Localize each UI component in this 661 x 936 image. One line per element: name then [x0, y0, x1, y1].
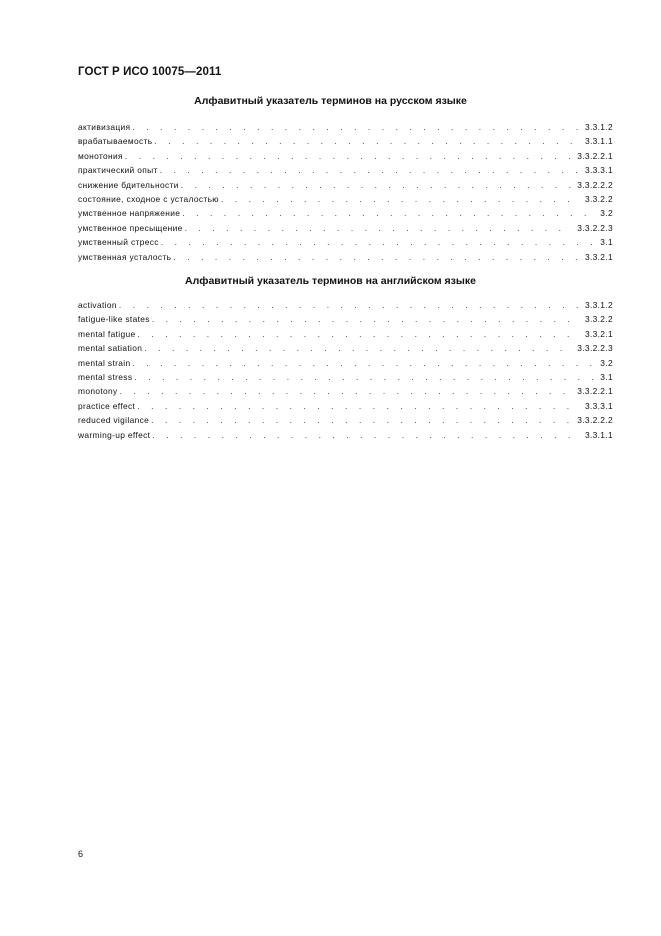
dot-leader [134, 370, 596, 384]
index-term: состояние, сходное с усталостью [78, 193, 219, 204]
index-term: warming-up effect [78, 429, 151, 440]
dot-leader [173, 250, 581, 264]
index-ref: 3.3.2.2.1 [577, 150, 613, 161]
index-term: mental satiation [78, 343, 143, 354]
dot-leader [182, 206, 596, 220]
dot-leader [185, 221, 574, 235]
russian-index-entry [78, 206, 613, 220]
dot-leader [154, 134, 581, 148]
index-term: умственное пресыщение [78, 222, 183, 233]
index-term: mental strain [78, 357, 131, 368]
index-ref: 3.3.1.1 [584, 429, 613, 440]
english-index-entry [78, 312, 613, 326]
index-term: монотония [78, 150, 123, 161]
index-ref: 3.1 [600, 371, 613, 382]
english-index-entry [78, 384, 613, 398]
russian-index-entry [78, 192, 613, 206]
dot-leader [120, 384, 574, 398]
index-term: monotony [78, 386, 118, 397]
index-term: fatigue-like states [78, 314, 150, 325]
dot-leader [161, 235, 596, 249]
english-index-entry [78, 428, 613, 442]
dot-leader [133, 356, 597, 370]
index-ref: 3.3.2.2.2 [577, 415, 613, 426]
index-ref: 3.3.3.1 [584, 165, 613, 176]
index-ref: 3.2 [600, 208, 613, 219]
russian-index-entry [78, 250, 613, 264]
index-ref: 3.3.2.2.3 [577, 343, 613, 354]
index-term: врабатываемость [78, 136, 153, 147]
dot-leader [119, 298, 581, 312]
index-term: mental fatigue [78, 328, 136, 339]
english-index-list [78, 298, 613, 442]
index-ref: 3.3.1.1 [584, 136, 613, 147]
index-ref: 3.3.1.2 [584, 122, 613, 132]
index-ref: 3.3.2.2.1 [577, 386, 613, 397]
index-term: активизация [78, 122, 131, 132]
index-term: practice effect [78, 400, 136, 411]
english-index-title: Алфавитный указатель терминов на английском языке [185, 275, 476, 287]
english-index-entry [78, 399, 613, 413]
index-ref: 3.3.3.1 [584, 400, 613, 411]
index-ref: 3.3.2.1 [584, 328, 613, 339]
dot-leader [152, 312, 581, 326]
english-index-entry [78, 327, 613, 341]
index-term: снижение бдительности [78, 179, 179, 190]
document-header: ГОСТ Р ИСО 10075—2011 [78, 66, 222, 78]
english-index-entry [78, 298, 613, 312]
index-ref: 3.3.2.2 [584, 314, 613, 325]
index-term: практический опыт [78, 165, 158, 176]
russian-index-entry [78, 120, 613, 134]
english-index-entry [78, 356, 613, 370]
index-term: умственный стресс [78, 237, 159, 248]
dot-leader [138, 327, 581, 341]
index-term: activation [78, 300, 117, 310]
dot-leader [151, 413, 573, 427]
index-term: mental stress [78, 371, 133, 382]
index-term: reduced vigilance [78, 415, 150, 426]
dot-leader [152, 428, 581, 442]
index-ref: 3.3.1.2 [584, 300, 613, 310]
dot-leader [181, 178, 574, 192]
english-index-entry [78, 413, 613, 427]
russian-index-entry [78, 163, 613, 177]
english-index-entry [78, 370, 613, 384]
russian-index-entry [78, 134, 613, 148]
dot-leader [137, 399, 581, 413]
index-ref: 3.3.2.2 [584, 193, 613, 204]
russian-index-entry [78, 149, 613, 163]
dot-leader [160, 163, 581, 177]
russian-index-title: Алфавитный указатель терминов на русском языке [194, 95, 467, 107]
page-number: 6 [78, 849, 84, 859]
russian-index-entry [78, 235, 613, 249]
index-ref: 3.3.2.2.2 [577, 179, 613, 190]
russian-index-list [78, 120, 613, 264]
dot-leader [125, 149, 573, 163]
dot-leader [132, 120, 581, 134]
index-ref: 3.2 [600, 357, 613, 368]
russian-index-entry [78, 178, 613, 192]
index-term: умственное напряжение [78, 208, 181, 219]
index-ref: 3.1 [600, 237, 613, 248]
dot-leader [144, 341, 573, 355]
english-index-entry [78, 341, 613, 355]
dot-leader [221, 192, 581, 206]
index-term: умственная усталость [78, 251, 172, 262]
index-ref: 3.3.2.1 [584, 251, 613, 262]
index-ref: 3.3.2.2.3 [577, 222, 613, 233]
russian-index-entry [78, 221, 613, 235]
